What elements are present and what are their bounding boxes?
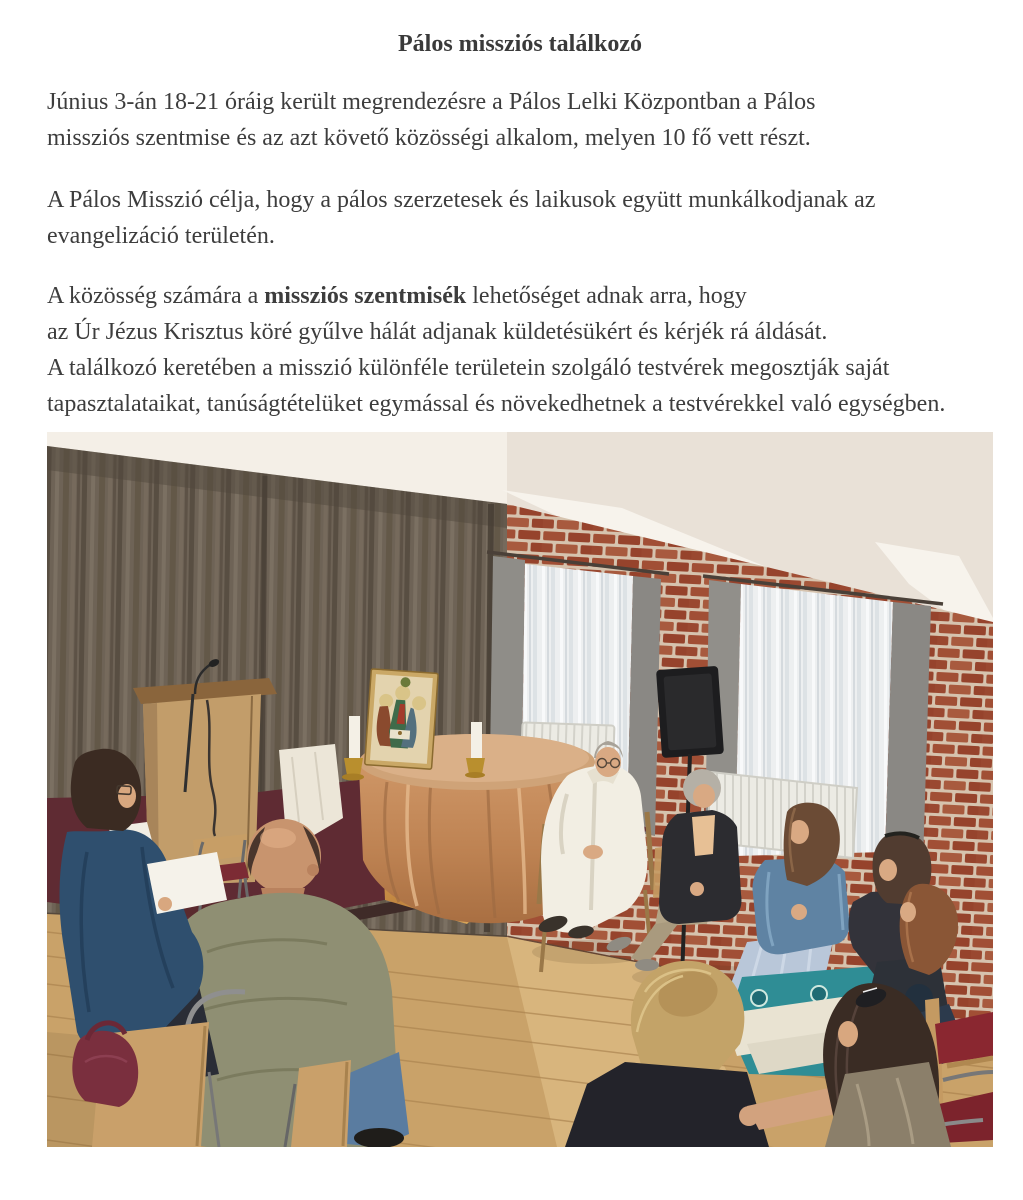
article-photo	[47, 432, 993, 1147]
speaker	[656, 666, 724, 758]
paragraph-3-line-1-end: lehetőséget adnak arra, hogy	[466, 283, 747, 309]
face	[838, 1021, 858, 1047]
paragraph-3-line-2: az Úr Jézus Krisztus köré gyűlve hálát adjanak küldetésükért és kérjék rá áldását.	[47, 319, 828, 345]
side-drape	[885, 602, 931, 862]
hands	[791, 904, 807, 920]
article-title: Pálos missziós találkozó	[398, 31, 642, 57]
paragraph-2	[47, 182, 993, 254]
face	[879, 859, 897, 881]
paragraph-3-line-1-start: A közösség számára a	[47, 283, 265, 309]
paragraph-3-line-3: A találkozó keretében a misszió különféle területein szolgáló testvérek megosztják	[47, 355, 840, 381]
paragraph-3	[47, 278, 993, 422]
paragraph-2-line-1: A Pálos Misszió célja, hogy a pálos szerzetesek és laikusok együtt munkálkodjanak az	[47, 187, 876, 213]
trinity-icon	[365, 669, 439, 769]
paragraph-3-line-4: saját tapasztalataikat, tanúságtételüket egymással és növekedhetnek a testvérekkel való	[47, 355, 890, 417]
paragraph-3-bold-phrase: missziós szentmisék	[264, 283, 467, 309]
paragraph-1-line-2: missziós szentmise és az azt követő közösségi alkalom, melyen 10 fő vett részt.	[47, 125, 811, 151]
face	[693, 784, 715, 808]
paragraph-1	[47, 84, 993, 156]
hands	[690, 882, 704, 896]
face	[118, 784, 136, 808]
face	[595, 747, 621, 777]
hand	[158, 897, 172, 911]
face	[900, 902, 916, 922]
paragraph-1-line-1: Június 3-án 18-21 óráig került megrendezésre a Pálos Lelki Központban a Pálos	[47, 89, 816, 115]
paragraph-2-line-2: evangelizáció területén.	[47, 223, 275, 249]
photo-canvas	[47, 432, 993, 1147]
hands	[583, 845, 603, 859]
hands	[739, 1106, 759, 1126]
shoe	[635, 959, 659, 971]
ear	[307, 864, 319, 876]
blouse	[692, 815, 715, 856]
paragraph-3-line-5: egységben.	[838, 391, 946, 417]
